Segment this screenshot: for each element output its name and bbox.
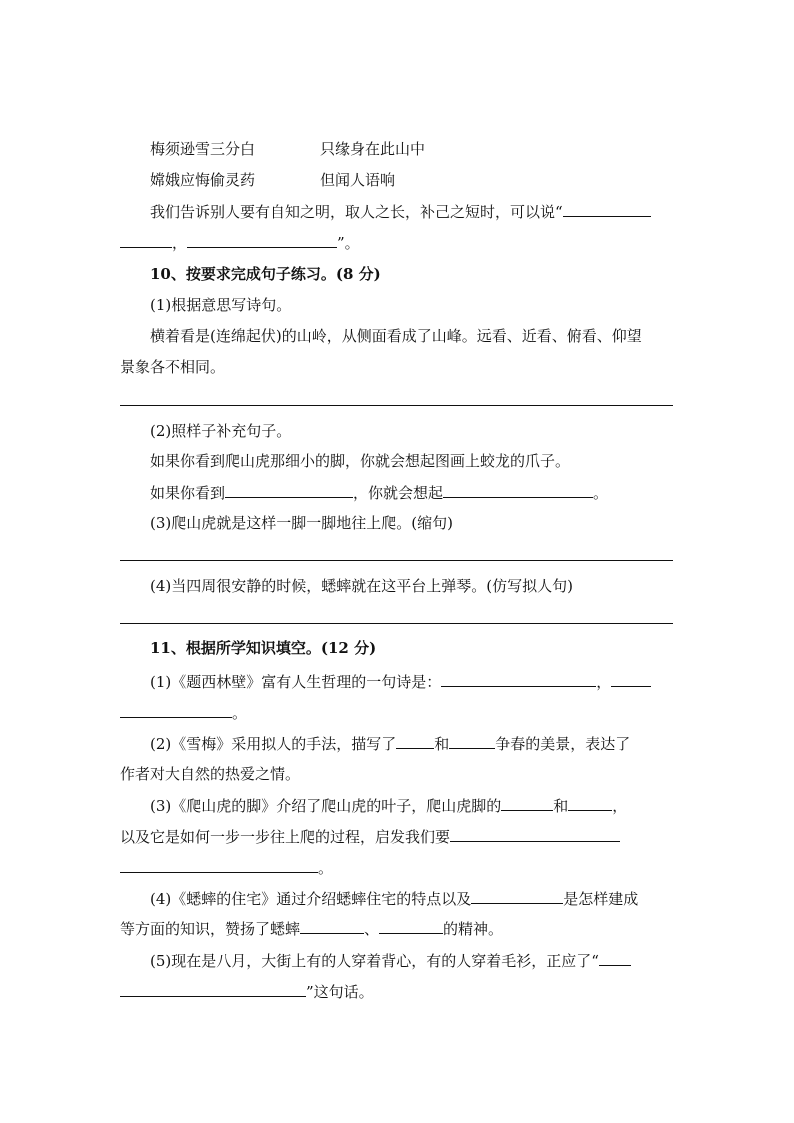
answer-blank[interactable]	[300, 918, 364, 934]
poem-line-left-2: 嫦娥应悔偷灵药	[150, 171, 256, 189]
poem-line-right-2: 但闻人语响	[320, 171, 396, 189]
answer-blank[interactable]	[443, 482, 593, 498]
q10-part3-label: (3)爬山虎就是这样一脚一脚地往上爬。(缩句)	[150, 514, 453, 532]
q11-part5-a: (5)现在是八月，大街上有的人穿着背心，有的人穿着毛衫，正应了“	[150, 952, 599, 970]
q11-part1	[150, 671, 651, 692]
q11-part4	[150, 888, 638, 909]
q10-part2-fill-a: 如果你看到	[150, 484, 226, 502]
q10-part2-example: 如果你看到爬山虎那细小的脚，你就会想起图画上蛟龙的爪子。	[150, 452, 571, 470]
q11-part5-cont	[120, 981, 374, 1002]
answer-line-q10-4[interactable]	[120, 623, 673, 624]
q10-part2-fill	[150, 482, 608, 503]
q11-part2-a: (2)《雪梅》采用拟人的手法，描写了	[150, 735, 397, 753]
q11-part1-comma: ，	[596, 673, 612, 691]
q11-part2	[150, 733, 630, 754]
q11-part3-c: ，	[612, 797, 628, 815]
answer-blank[interactable]	[568, 795, 612, 811]
q11-part3-cont2	[120, 857, 333, 878]
q11-part3-a: (3)《爬山虎的脚》介绍了爬山虎的叶子，爬山虎脚的	[150, 797, 502, 815]
q9-comma: ，	[172, 234, 188, 252]
q11-part4-a: (4)《蟋蟀的住宅》通过介绍蟋蟀住宅的特点以及	[150, 890, 472, 908]
q11-part4-d: 、	[364, 920, 380, 938]
q10-part4-label: (4)当四周很安静的时候，蟋蟀就在这平台上弹琴。(仿写拟人句)	[150, 577, 573, 595]
q11-part5	[150, 950, 631, 971]
q10-part1-label: (1)根据意思写诗句。	[150, 296, 292, 314]
q10-part1-text: 横着看是(连绵起伏)的山岭，从侧面看成了山峰。远看、近看、俯看、仰望	[150, 327, 642, 345]
q9-question-text: 我们告诉别人要有自知之明，取人之长，补己之短时，可以说“	[150, 203, 563, 221]
answer-blank[interactable]	[396, 733, 434, 749]
answer-blank[interactable]	[471, 888, 563, 904]
q10-part2-fill-b: ，你就会想起	[353, 484, 444, 502]
answer-blank[interactable]	[611, 671, 651, 687]
q11-part3-end: 。	[318, 859, 334, 877]
q11-part2-c: 争春的美景，表达了	[495, 735, 631, 753]
answer-line-q10-1[interactable]	[120, 405, 673, 406]
q11-part1-text: (1)《题西林壁》富有人生哲理的一句诗是：	[150, 673, 442, 691]
answer-blank[interactable]	[120, 702, 232, 718]
q11-part4-cont	[120, 918, 503, 939]
answer-blank[interactable]	[441, 671, 596, 687]
q11-part1-cont	[120, 702, 247, 723]
q11-part3-cont	[120, 826, 620, 847]
answer-blank[interactable]	[599, 950, 631, 966]
answer-blank[interactable]	[379, 918, 443, 934]
q10-part2-label: (2)照样子补充句子。	[150, 422, 292, 440]
q11-part4-e: 的精神。	[443, 920, 504, 938]
answer-blank[interactable]	[563, 201, 651, 217]
q11-part3-d: 以及它是如何一步一步往上爬的过程，启发我们要	[120, 828, 451, 846]
answer-blank[interactable]	[187, 232, 337, 248]
answer-line-q10-3[interactable]	[120, 560, 673, 561]
q11-part4-c: 等方面的知识，赞扬了蟋蟀	[120, 920, 301, 938]
q9-close: ”。	[337, 234, 360, 252]
answer-blank[interactable]	[120, 232, 172, 248]
q11-part5-end: ”这句话。	[306, 983, 374, 1001]
answer-blank[interactable]	[449, 733, 495, 749]
q11-title: 11、根据所学知识填空。(12 分)	[150, 639, 377, 657]
q10-part2-fill-end: 。	[593, 484, 609, 502]
q11-part4-b: 是怎样建成	[563, 890, 639, 908]
q9-question	[150, 201, 651, 222]
poem-line-right-1: 只缘身在此山中	[320, 140, 426, 158]
answer-blank[interactable]	[501, 795, 553, 811]
answer-blank[interactable]	[450, 826, 620, 842]
q9-question-cont	[120, 232, 360, 253]
q10-part1-text-cont: 景象各不相同。	[120, 358, 226, 376]
q11-part2-cont: 作者对大自然的热爱之情。	[120, 765, 301, 783]
q11-part2-b: 和	[434, 735, 450, 753]
q11-part1-end: 。	[232, 704, 248, 722]
answer-blank[interactable]	[120, 981, 306, 997]
q10-title: 10、按要求完成句子练习。(8 分)	[150, 265, 381, 283]
q11-part3-b: 和	[553, 797, 569, 815]
answer-blank[interactable]	[120, 857, 318, 873]
q11-part3	[150, 795, 627, 816]
answer-blank[interactable]	[225, 482, 353, 498]
poem-line-left-1: 梅须逊雪三分白	[150, 140, 256, 158]
